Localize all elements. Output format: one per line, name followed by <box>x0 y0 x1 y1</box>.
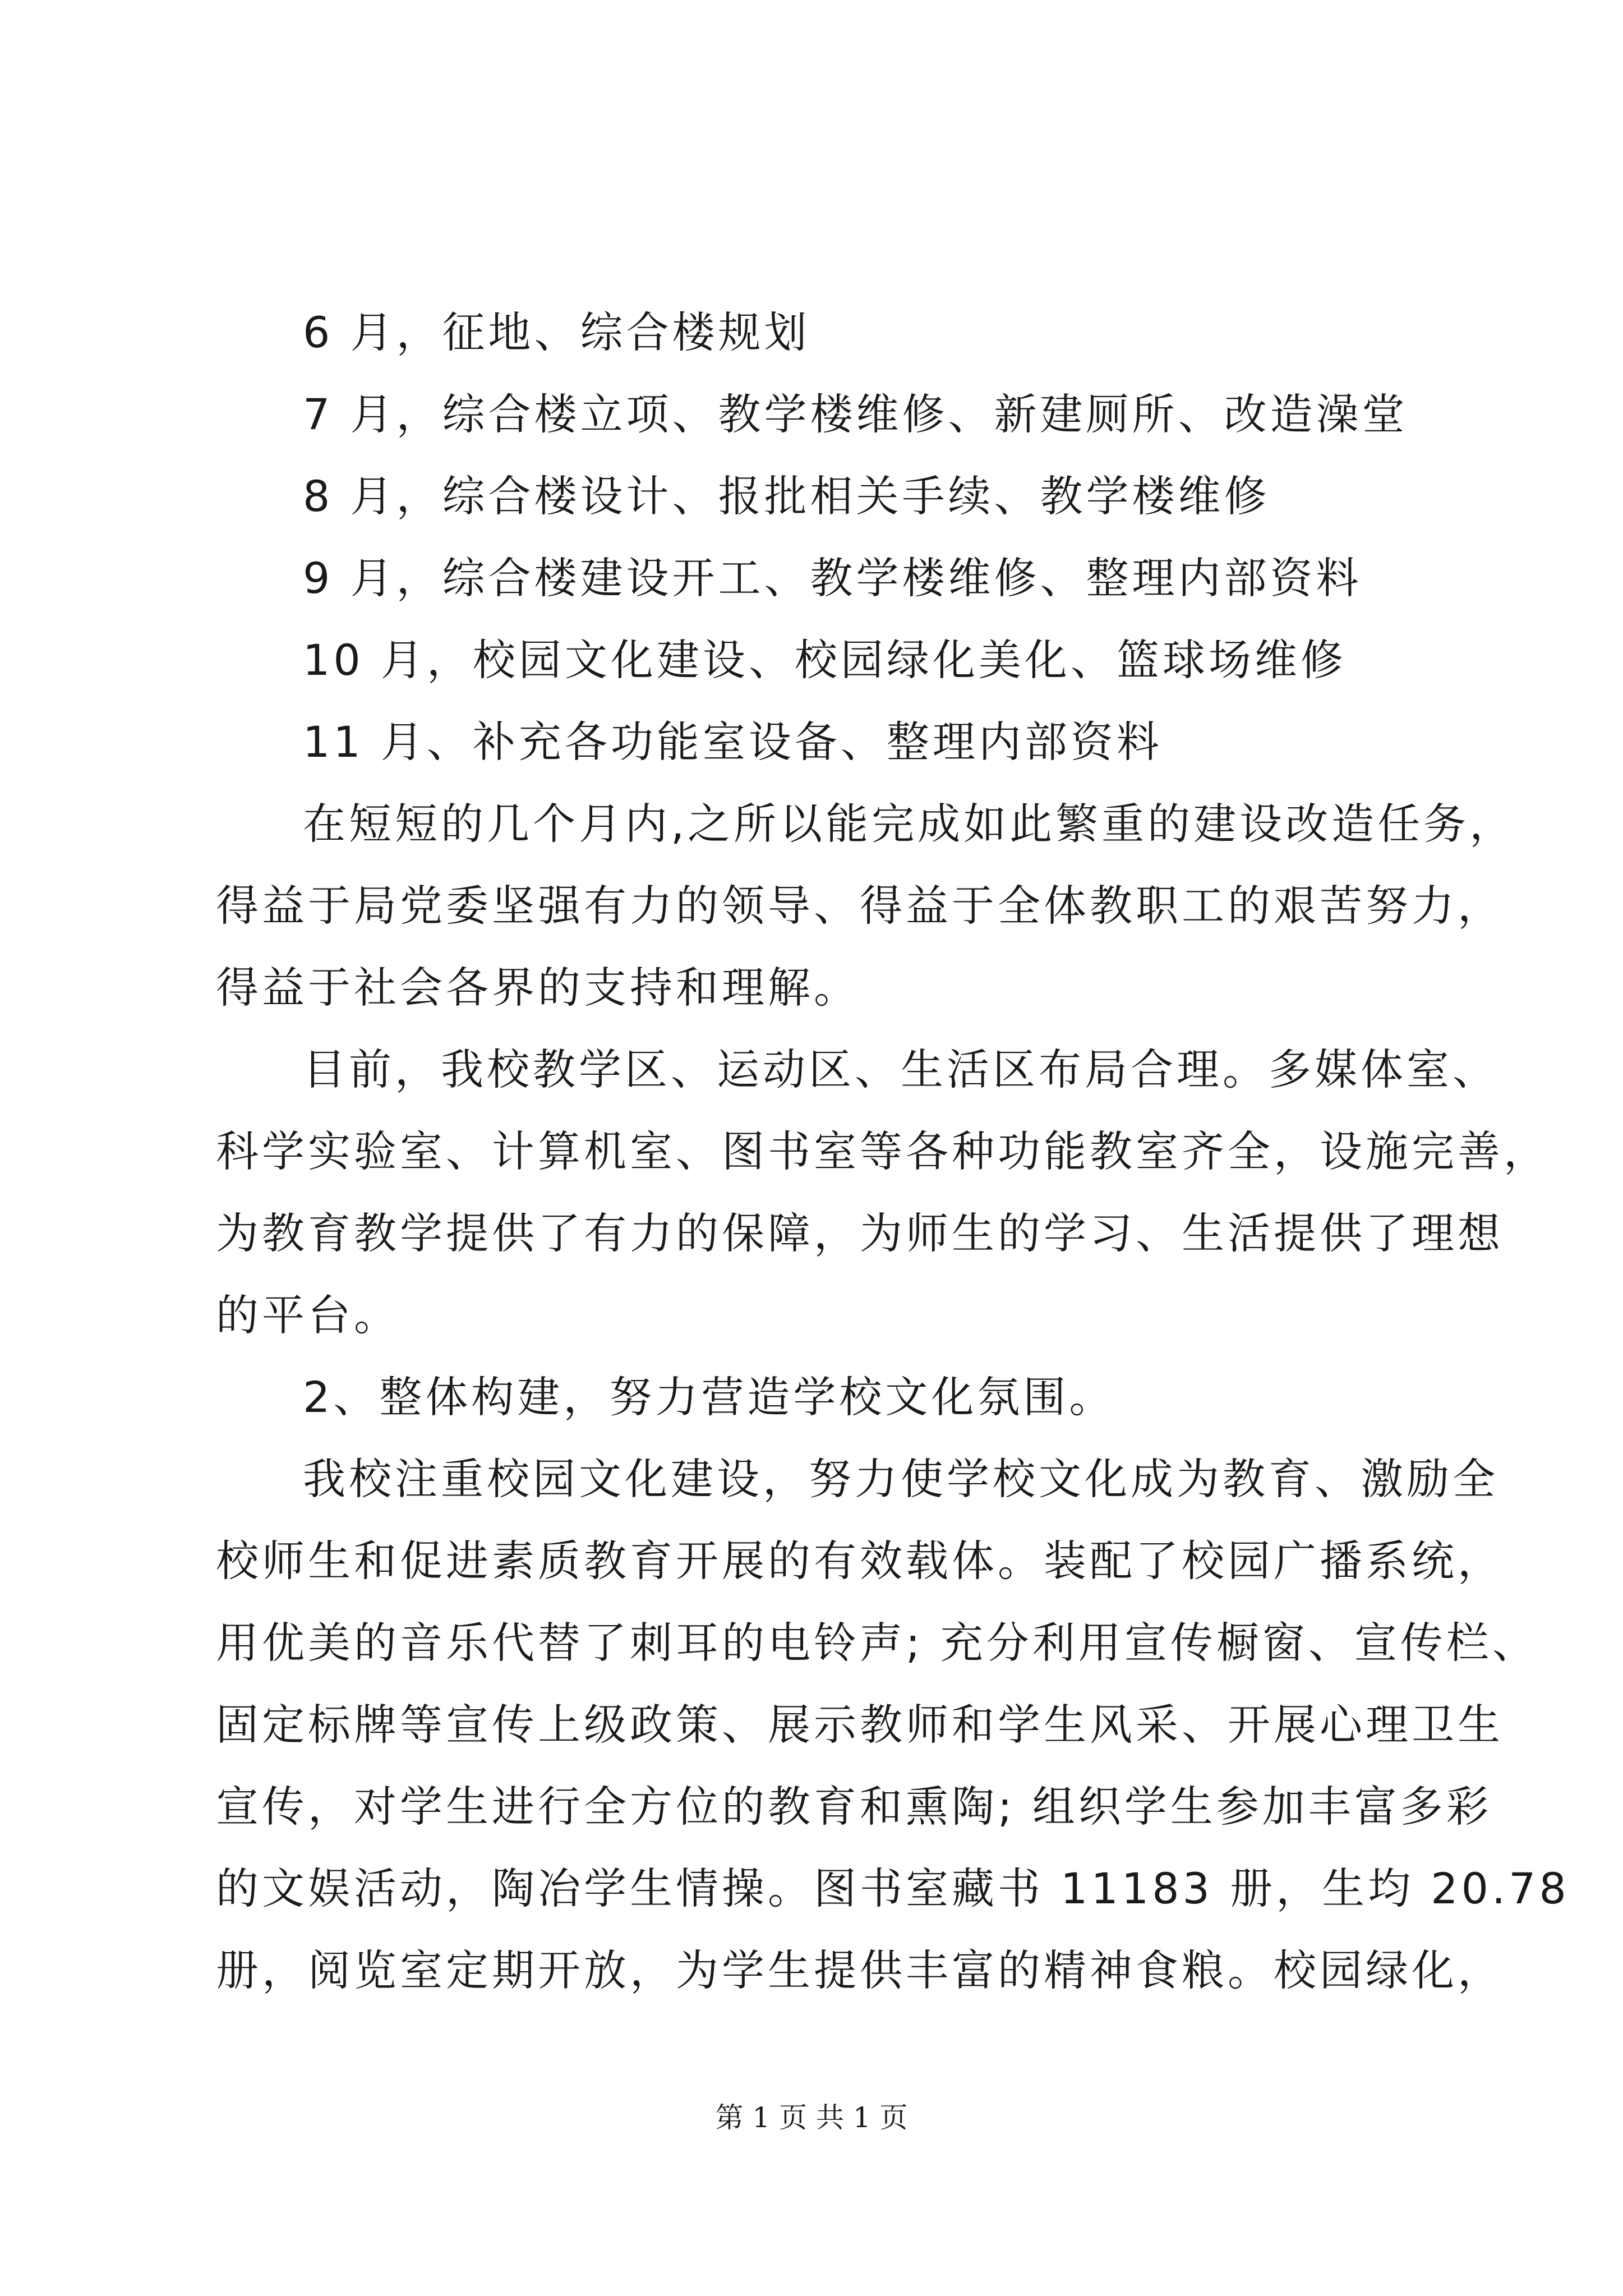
text-line: 8 月，综合楼设计、报批相关手续、教学楼维修 <box>303 471 1270 521</box>
text-line: 9 月，综合楼建设开工、教学楼维修、整理内部资料 <box>303 553 1362 603</box>
text-line: 的平台。 <box>216 1290 400 1340</box>
text-line: 10 月，校园文化建设、校园绿化美化、篮球场维修 <box>303 635 1347 685</box>
text-line: 目前，我校教学区、运动区、生活区布局合理。多媒体室、 <box>303 1045 1498 1094</box>
text-line: 7 月，综合楼立项、教学楼维修、新建厕所、改造澡堂 <box>303 389 1408 439</box>
text-line: 宣传，对学生进行全方位的教育和熏陶; 组织学生参加丰富多彩 <box>216 1782 1492 1832</box>
text-line: 册，阅览室定期开放，为学生提供丰富的精神食粮。校园绿化， <box>216 1945 1504 1995</box>
text-line: 6 月，征地、综合楼规划 <box>303 307 810 357</box>
document-body <box>216 292 1570 2012</box>
text-line: 得益于社会各界的支持和理解。 <box>216 963 860 1013</box>
text-line: 固定标牌等宣传上级政策、展示教师和学生风采、开展心理卫生 <box>216 1700 1504 1750</box>
text-line: 在短短的几个月内,之所以能完成如此繁重的建设改造任务， <box>303 799 1516 849</box>
text-line: 科学实验室、计算机室、图书室等各种功能教室齐全，设施完善， <box>216 1126 1550 1176</box>
text-line: 为教育教学提供了有力的保障，为师生的学习、生活提供了理想 <box>216 1208 1504 1258</box>
text-line: 得益于局党委坚强有力的领导、得益于全体教职工的艰苦努力， <box>216 881 1504 931</box>
text-line: 用优美的音乐代替了刺耳的电铃声; 充分利用宣传橱窗、宣传栏、 <box>216 1618 1538 1668</box>
page-footer: 第 1 页 共 1 页 <box>715 2101 908 2134</box>
text-line: 校师生和促进素质教育开展的有效载体。装配了校园广播系统， <box>216 1536 1504 1586</box>
text-line: 2、整体构建，努力营造学校文化氛围。 <box>303 1372 1115 1422</box>
text-line: 我校注重校园文化建设，努力使学校文化成为教育、激励全 <box>303 1454 1498 1504</box>
text-line: 11 月、补充各功能室设备、整理内部资料 <box>303 717 1163 767</box>
text-line: 的文娱活动，陶冶学生情操。图书室藏书 11183 册，生均 20.78 <box>216 1864 1570 1913</box>
